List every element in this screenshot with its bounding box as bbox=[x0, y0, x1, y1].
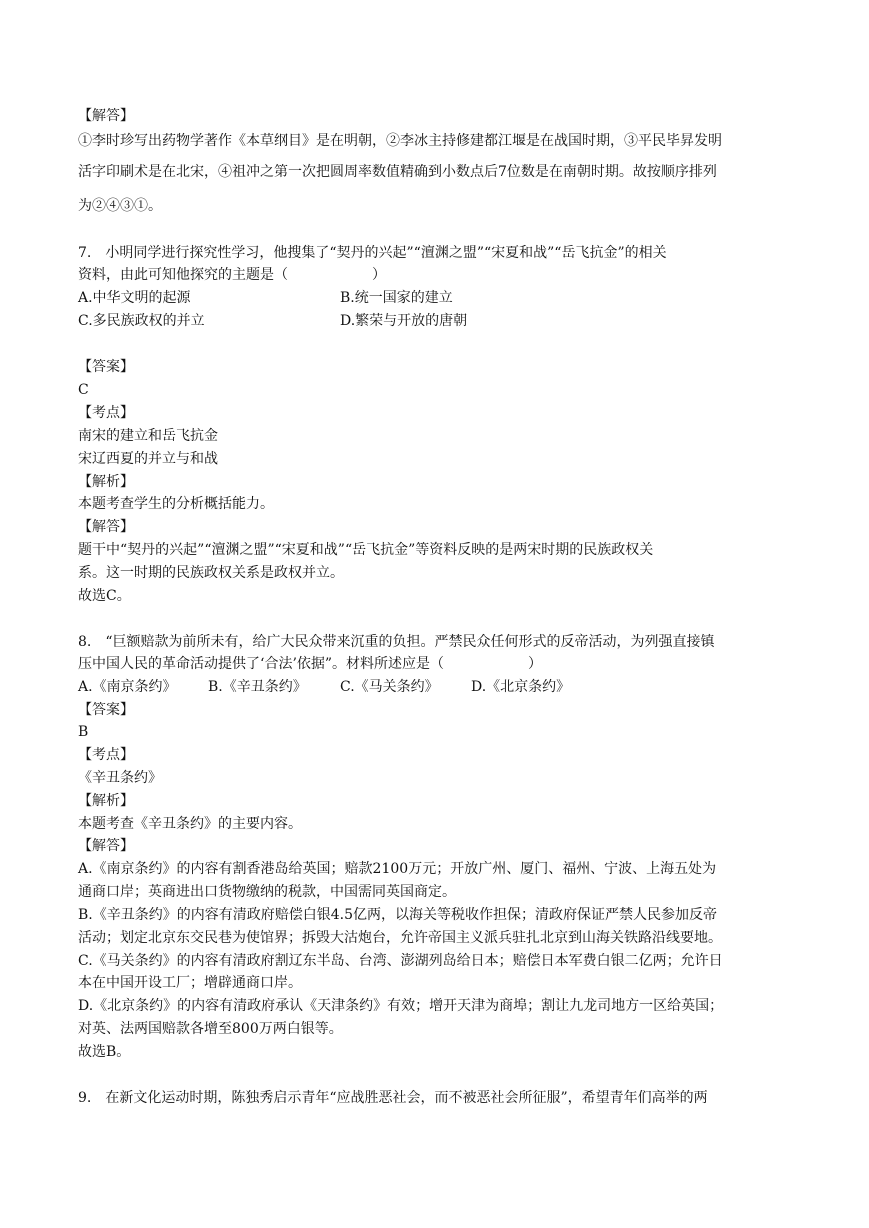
q9-stem-line-1: 9. 在新文化运动时期，陈独秀启示青年“应战胜恶社会，而不被恶社会所征服”，希望青年们高举的两 bbox=[78, 1090, 708, 1106]
q6-solution-line-3: 为②④③①。 bbox=[78, 198, 162, 214]
q8-solution-b-line-2: 活动；划定北京东交民巷为使馆界；拆毁大沽炮台，允许帝国主义派兵驻扎北京到山海关铁路沿线要地。 bbox=[78, 930, 722, 946]
q7-answer-header: 【答案】 bbox=[78, 359, 134, 375]
q8-solution-d-line-2: 对英、法两国赔款各增至800万两白银等。 bbox=[78, 1021, 343, 1037]
q7-option-d: D.繁荣与开放的唐朝 bbox=[340, 313, 468, 329]
q8-answer: B bbox=[78, 724, 89, 740]
q8-solution-d-line-1: D.《北京条约》的内容有清政府承认《天津条约》有效；增开天津为商埠；割让九龙司地方一区给英国； bbox=[78, 998, 724, 1014]
q8-solution-a-line-1: A.《南京条约》的内容有割香港岛给英国；赔款2100万元；开放广州、厦门、福州、宁波、上海五处为 bbox=[78, 861, 717, 877]
q8-solution-header: 【解答】 bbox=[78, 838, 134, 854]
q7-point-1: 南宋的建立和岳飞抗金 bbox=[78, 428, 218, 444]
q8-option-d: D.《北京条约》 bbox=[471, 679, 571, 695]
q7-solution-line-1: 题干中“契丹的兴起”“澶渊之盟”“宋夏和战”“岳飞抗金”等资料反映的是两宋时期的民族政权关 bbox=[78, 542, 654, 558]
q8-option-a: A.《南京条约》 bbox=[78, 679, 177, 695]
q7-answer: C bbox=[78, 382, 89, 398]
q7-option-b: B.统一国家的建立 bbox=[340, 290, 453, 306]
q7-solution-line-2: 系。这一时期的民族政权关系是政权并立。 bbox=[78, 565, 344, 581]
q8-analysis-header: 【解析】 bbox=[78, 793, 134, 809]
q8-solution-c-line-1: C.《马关条约》的内容有清政府割辽东半岛、台湾、澎湖列岛给日本；赔偿日本军费白银二亿两；允许日 bbox=[78, 953, 723, 969]
q7-analysis: 本题考查学生的分析概括能力。 bbox=[78, 496, 274, 512]
q7-analysis-header: 【解析】 bbox=[78, 474, 134, 490]
q6-solution-header: 【解答】 bbox=[78, 108, 134, 124]
q8-analysis: 本题考查《辛丑条约》的主要内容。 bbox=[78, 816, 302, 832]
q7-point-2: 宋辽西夏的并立与和战 bbox=[78, 451, 218, 467]
q6-solution-line-1: ①李时珍写出药物学著作《本草纲目》是在明朝，②李冰主持修建都江堰是在战国时期，③平民毕昇发明 bbox=[78, 133, 722, 149]
q8-stem-line-2: 压中国人民的革命活动提供了‘合法’依据”。材料所述应是（ ） bbox=[78, 656, 543, 672]
q8-point-1: 《辛丑条约》 bbox=[78, 770, 162, 786]
q8-option-b: B.《辛丑条约》 bbox=[208, 679, 307, 695]
q8-answer-header: 【答案】 bbox=[78, 702, 134, 718]
q7-point-header: 【考点】 bbox=[78, 405, 134, 421]
q8-conclusion: 故选B。 bbox=[78, 1044, 131, 1060]
q7-option-c: C.多民族政权的并立 bbox=[78, 313, 205, 329]
q7-solution-header: 【解答】 bbox=[78, 519, 134, 535]
q6-solution-line-2: 活字印刷术是在北宋，④祖冲之第一次把圆周率数值精确到小数点后7位数是在南朝时期。故按顺序排列 bbox=[78, 164, 717, 180]
q8-solution-b-line-1: B.《辛丑条约》的内容有清政府赔偿白银4.5亿两，以海关等税收作担保；清政府保证严禁人民参加反帝 bbox=[78, 907, 718, 923]
q7-option-a: A.中华文明的起源 bbox=[78, 290, 191, 306]
q7-stem-line-2: 资料，由此可知他探究的主题是（ ） bbox=[78, 267, 386, 283]
q7-stem-line-1: 7. 小明同学进行探究性学习，他搜集了“契丹的兴起”“澶渊之盟”“宋夏和战”“岳飞抗金”的相关 bbox=[78, 245, 667, 261]
q8-solution-a-line-2: 通商口岸；英商进出口货物缴纳的税款，中国需同英国商定。 bbox=[78, 884, 456, 900]
q7-conclusion: 故选C。 bbox=[78, 588, 131, 604]
q8-solution-c-line-2: 本在中国开设工厂；增辟通商口岸。 bbox=[78, 975, 302, 991]
q8-stem-line-1: 8. “巨额赔款为前所未有，给广大民众带来沉重的负担。严禁民众任何形式的反帝活动，为列强直接镇 bbox=[78, 634, 715, 650]
q8-point-header: 【考点】 bbox=[78, 747, 134, 763]
q8-option-c: C.《马关条约》 bbox=[340, 679, 439, 695]
